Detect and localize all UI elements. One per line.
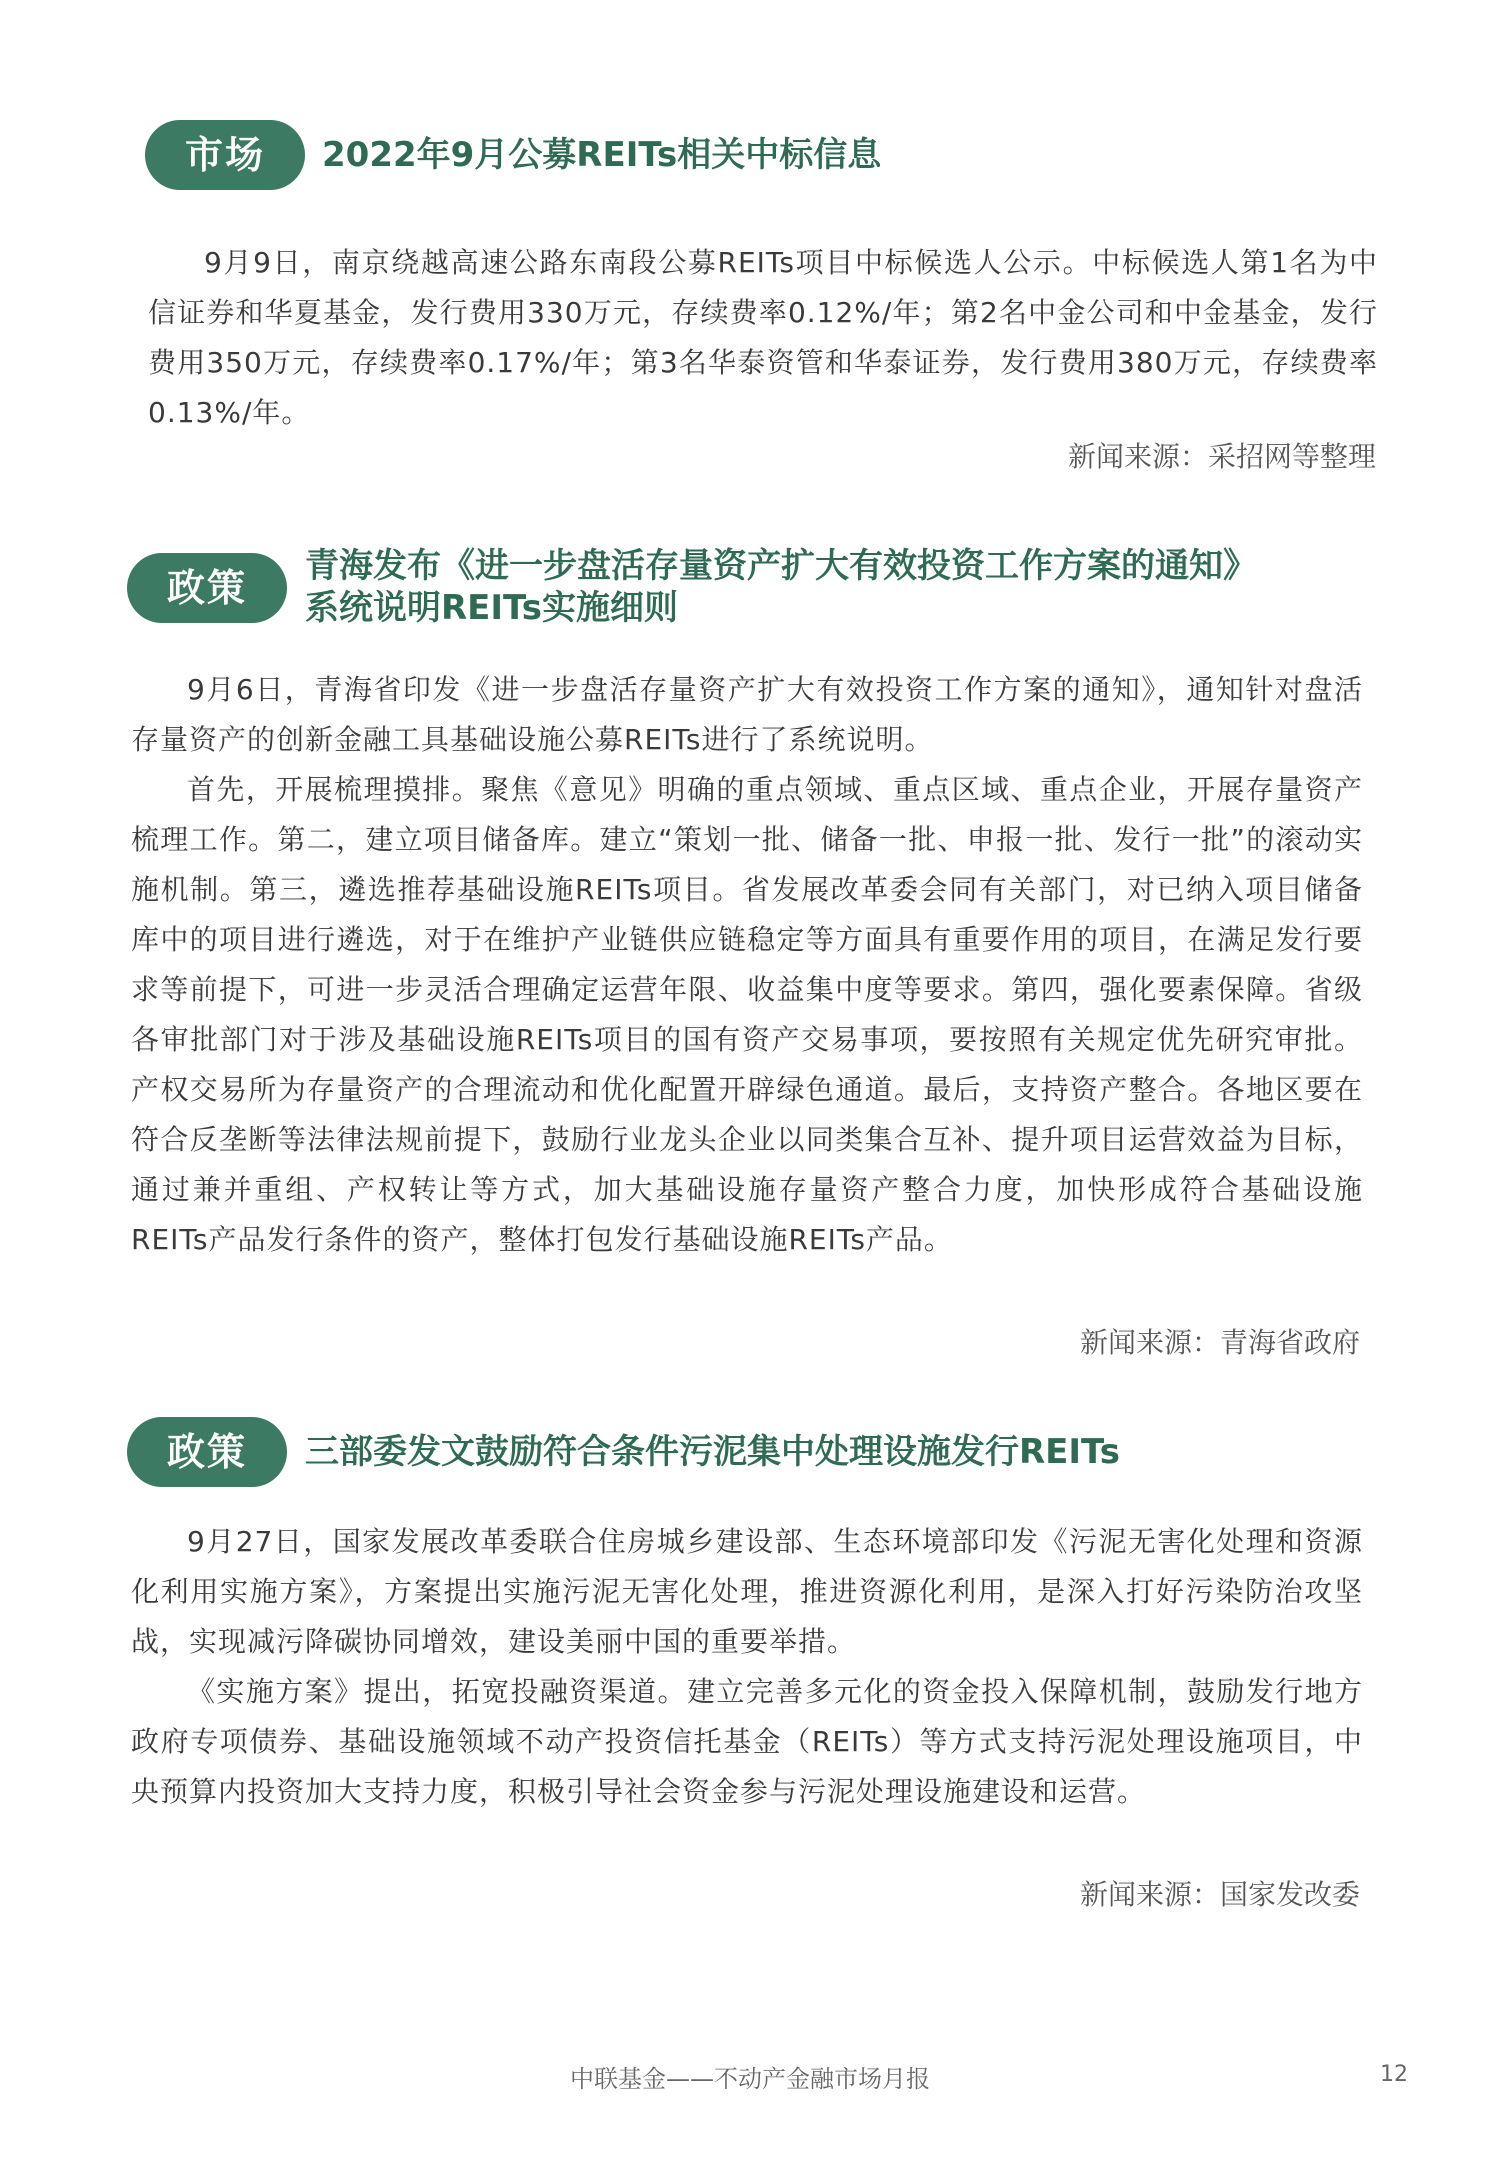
paragraph: 9月9日，南京绕越高速公路东南段公募REITs项目中标候选人公示。中标候选人第1名为中信证券和华夏基金，发行费用330万元，存续费率0.12%/年；第2名中金公司和中金基金，发行费用350万元，存续费率0.17%/年；第3名华泰资管和华泰证券，发行费用380万元，存续费率0.13%/年。	[148, 246, 1378, 429]
page-number: 12	[1380, 2062, 1408, 2087]
section-tag: 政策	[127, 1417, 287, 1487]
paragraph: 9月6日，青海省印发《进一步盘活存量资产扩大有效投资工作方案的通知》，通知针对盘活存量资产的创新金融工具基础设施公募REITs进行了系统说明。	[131, 673, 1363, 756]
footer-title: 中联基金——不动产金融市场月报	[570, 2065, 930, 2093]
news-source: 新闻来源：国家发改委	[1079, 1878, 1360, 1911]
heading-line: 青海发布《进一步盘活存量资产扩大有效投资工作方案的通知》	[305, 546, 1257, 586]
heading-line: 系统说明REITs实施细则	[305, 588, 678, 628]
section-heading	[305, 1431, 1120, 1473]
paragraph: 《实施方案》提出，拓宽投融资渠道。建立完善多元化的资金投入保障机制，鼓励发行地方政府专项债券、基础设施领域不动产投资信托基金（REITs）等方式支持污泥处理设施项目，中央预算内投资加大支持力度，积极引导社会资金参与污泥处理设施建设和运营。	[131, 1675, 1363, 1808]
paragraph: 首先，开展梳理摸排。聚焦《意见》明确的重点领域、重点区域、重点企业，开展存量资产梳理工作。第二，建立项目储备库。建立“策划一批、储备一批、申报一批、发行一批”的滚动实施机制。第三，遴选推荐基础设施REITs项目。省发展改革委会同有关部门，对已纳入项目储备库中的项目进行遴选，对于在维护产业链供应链稳定等方面具有重要作用的项目，在满足发行要求等前提下，可进一步灵活合理确定运营年限、收益集中度等要求。第四，强化要素保障。省级各审批部门对于涉及基础设施REITs项目的国有资产交易事项，要按照有关规定优先研究审批。产权交易所为存量资产的合理流动和优化配置开辟绿色通道。最后，支持资产整合。各地区要在符合反垄断等法律法规前提下，鼓励行业龙头企业以同类集合互补、提升项目运营效益为目标，通过兼并重组、产权转让等方式，加大基础设施存量资产整合力度，加快形成符合基础设施REITs产品发行条件的资产，整体打包发行基础设施REITs产品。	[131, 773, 1363, 1256]
news-source: 新闻来源：采招网等整理	[1067, 440, 1376, 473]
paragraph: 9月27日，国家发展改革委联合住房城乡建设部、生态环境部印发《污泥无害化处理和资源化利用实施方案》，方案提出实施污泥无害化处理，推进资源化利用，是深入打好污染防治攻坚战，实现减污降碳协同增效，建设美丽中国的重要举措。	[131, 1525, 1363, 1658]
heading-line: 三部委发文鼓励符合条件污泥集中处理设施发行REITs	[305, 1432, 1120, 1472]
heading-line: 2022年9月公募REITs相关中标信息	[322, 135, 882, 175]
news-source: 新闻来源：青海省政府	[1079, 1326, 1360, 1359]
section-tag: 市场	[145, 120, 305, 190]
section-tag: 政策	[127, 553, 287, 623]
section-heading	[305, 545, 1257, 629]
section-heading	[322, 134, 881, 176]
